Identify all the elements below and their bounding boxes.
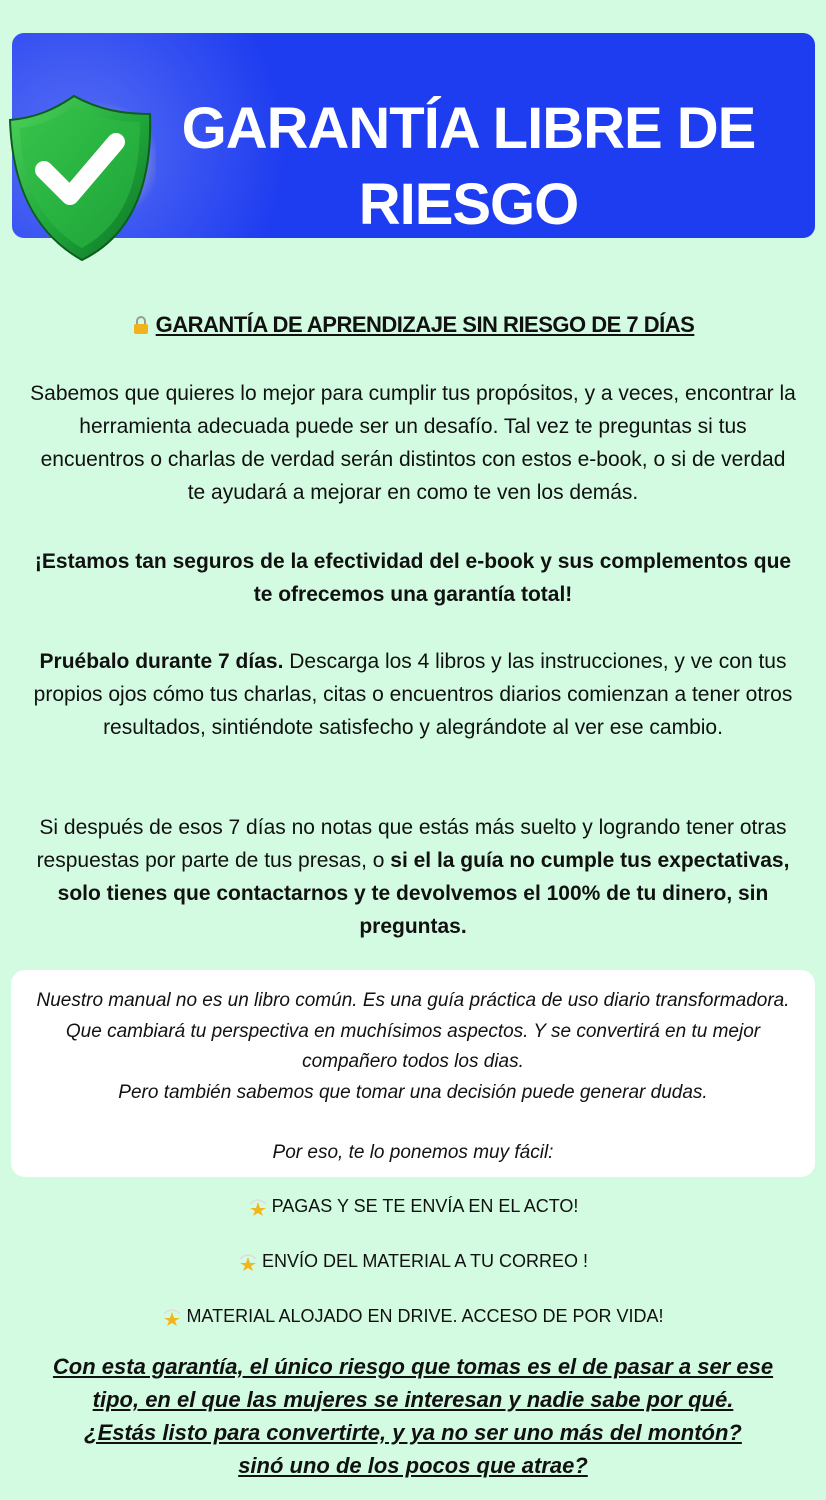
shield-check-icon — [4, 92, 156, 264]
section-heading — [0, 312, 826, 338]
closing-line: tipo, en el que las mujeres se interesan y nadie sabe por qué. — [92, 1387, 734, 1412]
closing-line: Con esta garantía, el único riesgo que tomas es el de pasar a ser ese — [52, 1354, 774, 1379]
closing-line: sinó uno de los pocos que atrae? — [238, 1453, 588, 1478]
closing-line: ¿Estás listo para convertirte, y ya no ser uno más del montón? — [84, 1420, 742, 1445]
card-line: Por eso, te lo ponemos muy fácil: — [272, 1142, 554, 1163]
trial-bold: Pruébalo durante 7 días. — [39, 650, 284, 673]
banner-title: GARANTÍA LIBRE DE RIESGO — [181, 96, 756, 237]
refund-bold: si el la guía no cumple tus expectativas, solo tienes que contactarnos y te devolvemos el 100% de tu dinero, sin preguntas. — [57, 849, 790, 938]
card-text — [11, 986, 815, 1169]
refund-paragraph — [30, 811, 796, 943]
bullet-item — [0, 1194, 826, 1218]
star-icon — [162, 1308, 182, 1326]
lock-icon — [132, 316, 150, 334]
bullet-item — [0, 1304, 826, 1328]
card-line: Nuestro manual no es un libro común. Es una guía práctica de uso diario transformadora. — [36, 990, 790, 1011]
info-card — [11, 970, 815, 1177]
refund-text: Si después de esos 7 días no notas que estás más suelto y logrando tener otras respuestas por parte de tus presas, o — [36, 816, 787, 872]
trial-paragraph — [30, 645, 796, 744]
card-line: Que cambiará tu perspectiva en muchísimos aspectos. Y se convertirá en tu mejor compañero todos los dias. — [65, 1020, 761, 1072]
card-line: Pero también sabemos que tomar una decisión puede generar dudas. — [118, 1081, 708, 1103]
bullet-text: PAGAS Y SE TE ENVÍA EN EL ACTO! — [271, 1196, 579, 1216]
intro-paragraph: Sabemos que quieres lo mejor para cumplir tus propósitos, y a veces, encontrar la herramienta adecuada puede ser un desafío. Tal vez te preguntas si tus encuentros o charlas de verdad serán distintos con estos e-book, o si de verdad te ayudará a mejorar en como te ven los demás. — [30, 382, 796, 504]
confidence-statement: ¡Estamos tan seguros de la efectividad del e-book y sus complementos que te ofrecemos una garantía total! — [34, 550, 792, 606]
bullet-text: ENVÍO DEL MATERIAL A TU CORREO ! — [261, 1251, 589, 1271]
star-icon — [248, 1198, 268, 1216]
bullet-text: MATERIAL ALOJADO EN DRIVE. ACCESO DE POR VIDA! — [186, 1306, 664, 1326]
star-icon — [238, 1253, 258, 1271]
bullet-item — [0, 1249, 826, 1273]
trial-text: Descarga los 4 libros y las instrucciones, y ve con tus propios ojos cómo tus charlas, citas o encuentros diarios comienzan a tener otros resultados, sintiéndote satisfecho y alegrándote al ver ese cambio. — [33, 650, 793, 739]
heading-text: GARANTÍA DE APRENDIZAJE SIN RIESGO DE 7 DÍAS — [155, 312, 695, 337]
closing-statement — [20, 1350, 806, 1482]
